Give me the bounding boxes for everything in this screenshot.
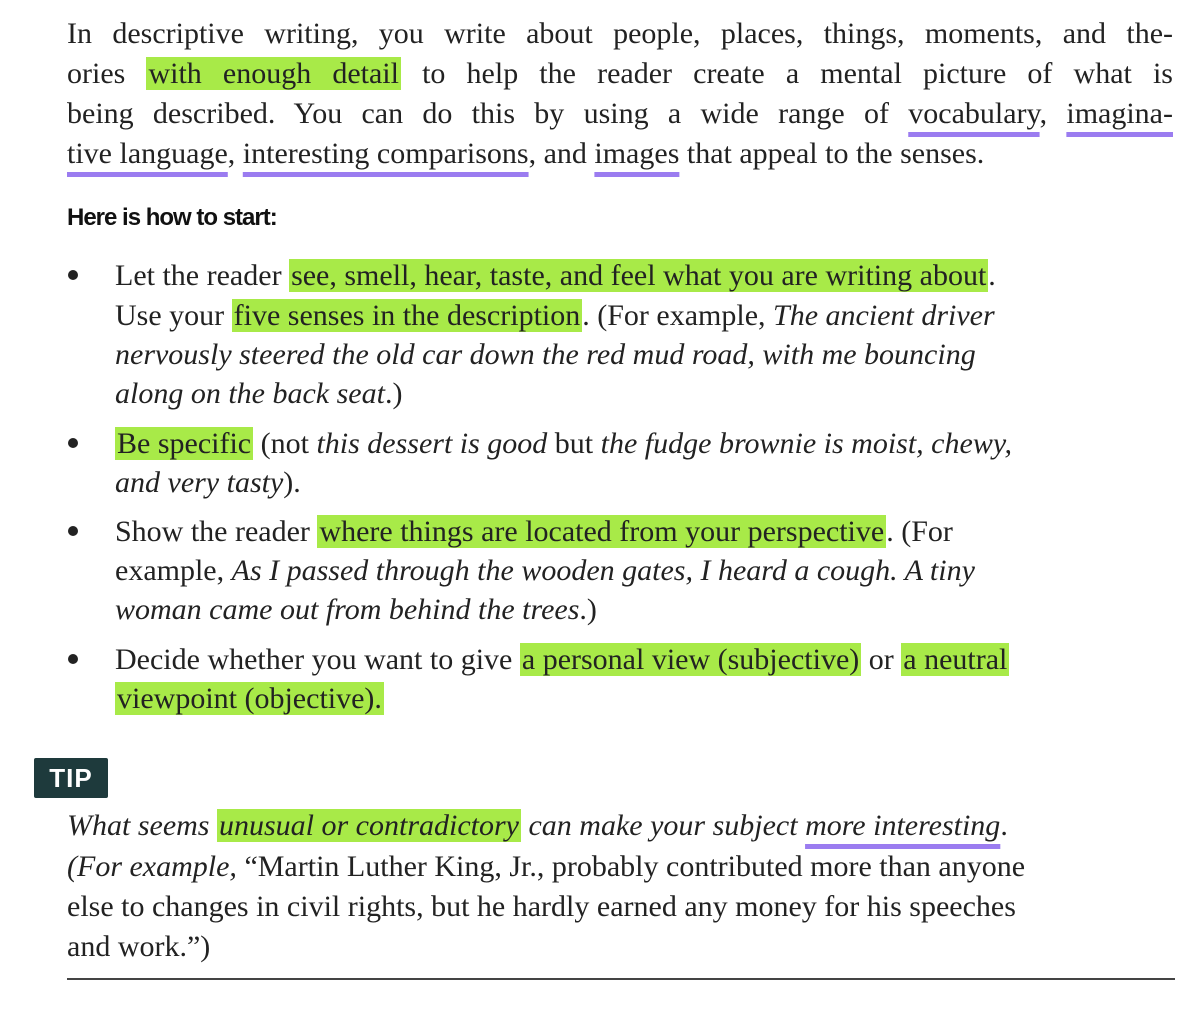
bullet-dot-3	[68, 526, 78, 536]
section-heading: Here is how to start:	[67, 204, 277, 231]
bottom-divider	[67, 978, 1175, 980]
bullet-3-line-2: example, As I passed through the wooden gates, I heard a cough. A tiny	[115, 554, 975, 587]
bullet-dot-2	[68, 438, 78, 448]
highlight-unusual: unusual or contradictory	[218, 809, 519, 842]
tip-line-1: What seems unusual or contradictory can make your subject more interesting.	[67, 809, 1008, 842]
underline-images: images	[594, 137, 680, 170]
intro-line-1: In descriptive writing, you write about people, places, things, moments, and the-	[67, 17, 1173, 50]
highlight-enough-detail: with enough detail	[148, 57, 399, 90]
intro-paragraph	[67, 14, 1173, 174]
highlight-personal-view: a personal view (subjective)	[521, 643, 860, 676]
bullet-1-line-4: along on the back seat.)	[115, 377, 403, 410]
bullet-2-line-1: Be specific (not this dessert is good but the fudge brownie is moist, chewy,	[117, 427, 1012, 460]
underline-imaginative: imagina-	[1066, 97, 1173, 130]
highlight-five-senses: five senses in the description	[233, 299, 581, 332]
bullet-1-line-3: nervously steered the old car down the red mud road, with me bouncing	[115, 338, 976, 371]
highlight-viewpoint: viewpoint (objective).	[117, 682, 382, 715]
bullet-dot-1	[68, 270, 78, 280]
bullet-4-line-1: Decide whether you want to give a personal view (subjective) or a neutral	[115, 643, 1008, 676]
underline-imaginative-language: tive language	[67, 137, 228, 170]
intro-line-4: tive language, interesting comparisons, and images that appeal to the senses.	[67, 137, 985, 170]
underline-vocabulary: vocabulary	[908, 97, 1040, 130]
highlight-neutral: a neutral	[903, 643, 1008, 676]
bullet-2-line-2: and very tasty).	[115, 466, 301, 499]
bullet-dot-4	[68, 654, 78, 664]
highlight-senses: see, smell, hear, taste, and feel what you are writing about	[291, 259, 987, 292]
bullet-3-line-1: Show the reader where things are located from your perspective. (For	[115, 515, 953, 548]
highlight-be-specific: Be specific	[117, 427, 252, 460]
bullet-4-line-2	[115, 679, 384, 718]
intro-line-2: ories with enough detail to help the reader create a mental picture of what is	[67, 57, 1173, 90]
highlight-location: where things are located from your perspective	[319, 515, 885, 548]
tip-line-3: else to changes in civil rights, but he hardly earned any money for his speeches	[67, 890, 1016, 923]
intro-line-3: being described. You can do this by using a wide range of vocabulary, imagina-	[67, 97, 1173, 130]
underline-more-interesting: more interesting	[805, 809, 1001, 842]
bullet-3-line-3: woman came out from behind the trees.)	[115, 593, 597, 626]
bullet-1-line-1: Let the reader see, smell, hear, taste, and feel what you are writing about.	[115, 259, 996, 292]
underline-interesting-comparisons: interesting comparisons	[242, 137, 529, 170]
bullet-1-line-2: Use your five senses in the description. (For example, The ancient driver	[115, 299, 995, 332]
tip-line-4: and work.”)	[67, 930, 211, 963]
tip-line-2: (For example, “Martin Luther King, Jr., probably contributed more than anyone	[67, 850, 1026, 883]
tip-badge: TIP	[34, 758, 108, 798]
